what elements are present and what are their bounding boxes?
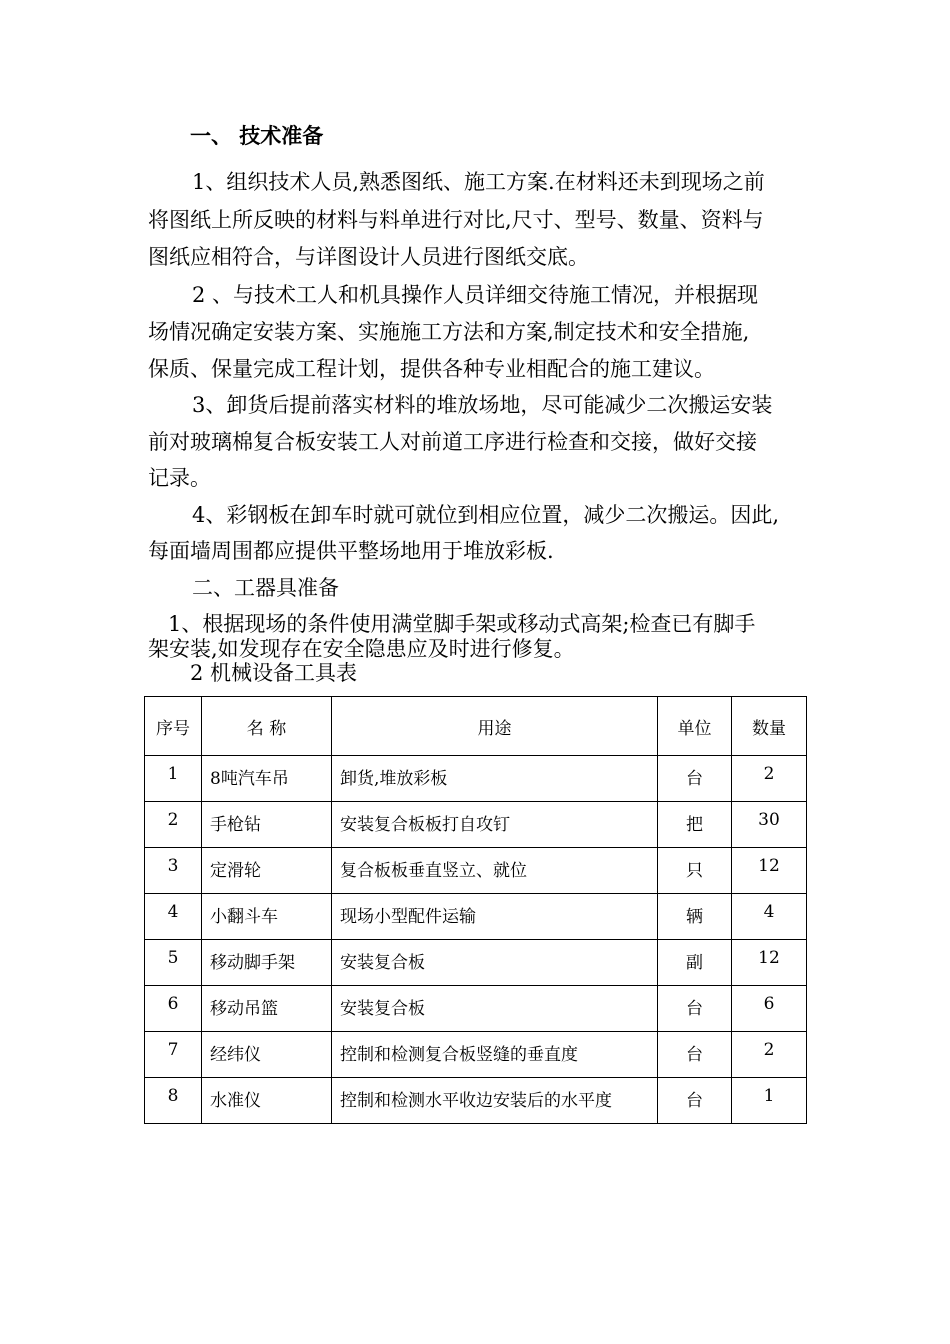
cell-no: 4 <box>145 894 202 940</box>
cell-name: 小翻斗车 <box>202 894 332 940</box>
paragraph-line: 图纸应相符合，与详图设计人员进行图纸交底。 <box>148 245 589 269</box>
cell-unit: 台 <box>658 1032 732 1078</box>
paragraph-line: 架安装,如发现存在安全隐患应及时进行修复。 <box>148 637 575 661</box>
paragraph-line: 2 、与技术工人和机具操作人员详细交待施工情况，并根据现 <box>192 283 759 307</box>
cell-use: 卸货,堆放彩板 <box>332 756 658 802</box>
paragraph-line: 场情况确定安装方案、实施施工方法和方案,制定技术和安全措施, <box>148 320 750 344</box>
paragraph-line: 4、彩钢板在卸车时就可就位到相应位置，减少二次搬运。因此, <box>192 503 780 527</box>
cell-unit: 副 <box>658 940 732 986</box>
cell-use: 控制和检测水平收边安装后的水平度 <box>332 1078 658 1124</box>
cell-qty: 1 <box>732 1078 807 1124</box>
paragraph-line: 每面墙周围都应提供平整场地用于堆放彩板. <box>148 539 554 563</box>
cell-unit: 台 <box>658 986 732 1032</box>
cell-use: 安装复合板板打自攻钉 <box>332 802 658 848</box>
cell-unit: 台 <box>658 756 732 802</box>
cell-unit: 台 <box>658 1078 732 1124</box>
table-row <box>145 986 807 1032</box>
cell-qty: 12 <box>732 848 807 894</box>
paragraph-line: 1、组织技术人员,熟悉图纸、施工方案.在材料还未到现场之前 <box>192 170 765 194</box>
paragraph-line: 1、根据现场的条件使用满堂脚手架或移动式高架;检查已有脚手 <box>168 612 756 636</box>
cell-use: 安装复合板 <box>332 986 658 1032</box>
cell-name: 移动脚手架 <box>202 940 332 986</box>
cell-no: 6 <box>145 986 202 1032</box>
cell-qty: 30 <box>732 802 807 848</box>
table-row <box>145 802 807 848</box>
header-qty: 数量 <box>732 697 807 756</box>
cell-no: 1 <box>145 756 202 802</box>
cell-use: 控制和检测复合板竖缝的垂直度 <box>332 1032 658 1078</box>
cell-use: 复合板板垂直竖立、就位 <box>332 848 658 894</box>
table-row <box>145 1078 807 1124</box>
cell-unit: 只 <box>658 848 732 894</box>
header-name: 名 称 <box>202 697 332 756</box>
cell-name: 经纬仪 <box>202 1032 332 1078</box>
equipment-table <box>144 696 807 1124</box>
cell-qty: 2 <box>732 756 807 802</box>
cell-qty: 2 <box>732 1032 807 1078</box>
cell-use: 安装复合板 <box>332 940 658 986</box>
cell-name: 定滑轮 <box>202 848 332 894</box>
table-title: 2 机械设备工具表 <box>190 661 358 685</box>
header-no: 序号 <box>145 697 202 756</box>
cell-qty: 4 <box>732 894 807 940</box>
cell-qty: 12 <box>732 940 807 986</box>
paragraph-line: 保质、保量完成工程计划，提供各种专业相配合的施工建议。 <box>148 357 715 381</box>
cell-qty: 6 <box>732 986 807 1032</box>
cell-use: 现场小型配件运输 <box>332 894 658 940</box>
header-use: 用途 <box>332 697 658 756</box>
table-row <box>145 756 807 802</box>
cell-name: 8吨汽车吊 <box>202 756 332 802</box>
cell-unit: 把 <box>658 802 732 848</box>
table-row <box>145 1032 807 1078</box>
cell-no: 7 <box>145 1032 202 1078</box>
paragraph-line: 前对玻璃棉复合板安装工人对前道工序进行检查和交接，做好交接 <box>148 430 757 454</box>
cell-no: 2 <box>145 802 202 848</box>
paragraph-line: 3、卸货后提前落实材料的堆放场地，尽可能减少二次搬运安装 <box>192 393 773 417</box>
cell-name: 手枪钻 <box>202 802 332 848</box>
cell-no: 8 <box>145 1078 202 1124</box>
cell-unit: 辆 <box>658 894 732 940</box>
cell-name: 移动吊篮 <box>202 986 332 1032</box>
paragraph-line: 记录。 <box>148 466 211 490</box>
section-heading-tools: 二、工器具准备 <box>192 576 339 600</box>
table-header-row <box>145 697 807 756</box>
cell-no: 5 <box>145 940 202 986</box>
table-row <box>145 848 807 894</box>
cell-name: 水准仪 <box>202 1078 332 1124</box>
paragraph-line: 将图纸上所反映的材料与料单进行对比,尺寸、型号、数量、资料与 <box>148 208 764 232</box>
section-heading-technical: 一、 技术准备 <box>190 123 324 148</box>
header-unit: 单位 <box>658 697 732 756</box>
cell-no: 3 <box>145 848 202 894</box>
table-row <box>145 940 807 986</box>
table-row <box>145 894 807 940</box>
